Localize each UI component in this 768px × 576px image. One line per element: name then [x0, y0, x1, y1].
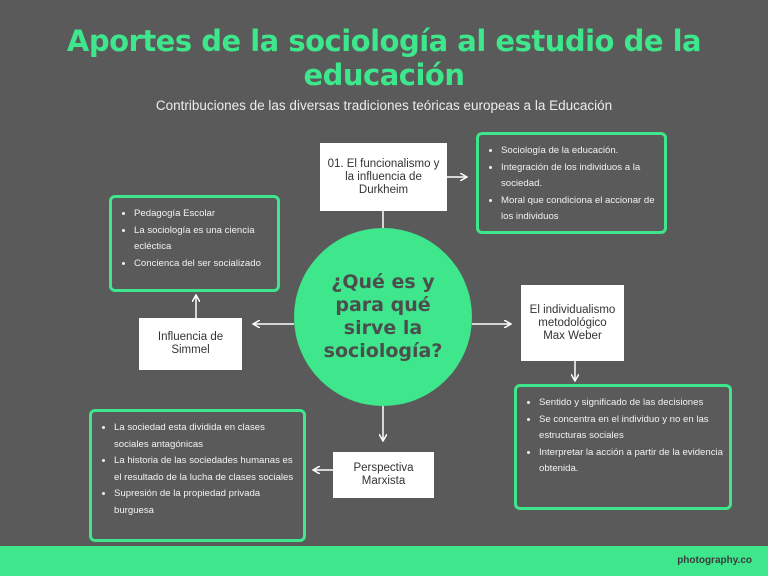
detail-item: • Moral que condiciona el accionar de los individuos [501, 193, 658, 226]
detail-item: • La sociología es una ciencia ecléctica [134, 223, 271, 256]
details-marxista [89, 409, 306, 542]
center-question-text: ¿Qué es y para qué sirve la sociología? [323, 271, 443, 362]
detail-item: • Supresión de la propiedad privada burguesa [114, 486, 297, 519]
footer-bar [0, 546, 768, 576]
detail-item: • Integración de los individuos a la sociedad. [501, 160, 658, 193]
footer-credit: photography.co [677, 555, 752, 566]
details-simmel [109, 195, 280, 292]
detail-item: • Sentido y significado de las decisiones [539, 395, 723, 412]
node-marxista: Perspectiva Marxista [333, 452, 434, 498]
detail-item: • Concienca del ser socializado [134, 256, 271, 273]
details-funcionalismo [476, 132, 667, 234]
center-question [294, 228, 472, 406]
details-weber [514, 384, 732, 510]
detail-item: • Se concentra en el individuo y no en las estructuras sociales [539, 412, 723, 445]
page-subtitle: Contribuciones de las diversas tradiciones teóricas europeas a la Educación [155, 98, 613, 113]
node-simmel: Influencia de Simmel [139, 318, 242, 370]
node-weber: El individualismo metodológico Max Weber [521, 285, 624, 361]
detail-item: • Pedagogía Escolar [134, 206, 271, 223]
detail-item: • Interpretar la acción a partir de la evidencia obtenida. [539, 445, 723, 478]
detail-item: • La historia de las sociedades humanas es el resultado de la lucha de clases sociales [114, 453, 297, 486]
page-title: Aportes de la sociología al estudio de la educación [66, 24, 702, 92]
node-funcionalismo: 01. El funcionalismo y la influencia de Durkheim [320, 143, 447, 211]
detail-item: • La sociedad esta dividida en clases sociales antagónicas [114, 420, 297, 453]
detail-item: • Sociología de la educación. [501, 143, 658, 160]
